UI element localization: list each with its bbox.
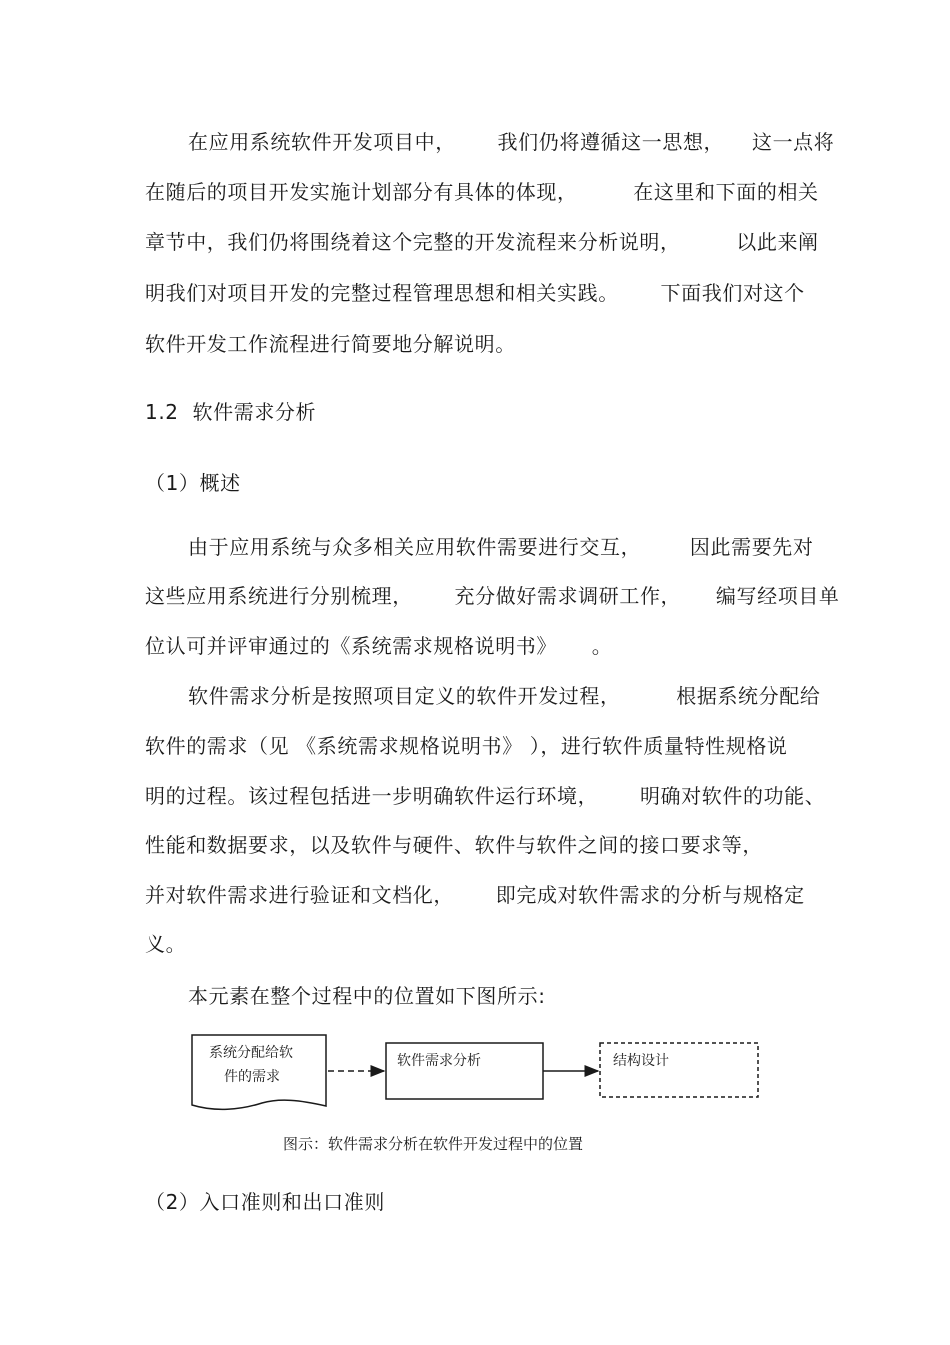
paragraph3-line-2: 软件的需求（见 《系统需求规格说明书》 ），进行软件质量特性规格说 <box>145 734 788 758</box>
paragraph2-line-2: 这些应用系统进行分别梳理， 充分做好需求调研工作， 编写经项目单 <box>145 584 840 608</box>
next-step-label: 结构设计 <box>613 1053 669 1069</box>
paragraph3-line-6: 义。 <box>145 932 187 956</box>
section-heading: 1.2 软件需求分析 <box>145 400 317 424</box>
paragraph1-line-5: 软件开发工作流程进行简要地分解说明。 <box>145 332 516 356</box>
doc-box-line1: 系统分配给软 <box>209 1045 293 1061</box>
subheading-overview: （1）概述 <box>145 471 241 495</box>
paragraph3-line-5: 并对软件需求进行验证和文档化， 即完成对软件需求的分析与规格定 <box>145 883 805 907</box>
process-diagram <box>0 1030 950 1130</box>
figure-caption: 图示：软件需求分析在软件开发过程中的位置 <box>283 1135 584 1153</box>
paragraph1-line-1: 在应用系统软件开发项目中， 我们仍将遵循这一思想， 这一点将 <box>188 130 835 154</box>
paragraph3-line-1: 软件需求分析是按照项目定义的软件开发过程， 根据系统分配给 <box>188 684 821 708</box>
doc-box-line2: 件的需求 <box>224 1069 280 1085</box>
paragraph2-line-1: 由于应用系统与众多相关应用软件需要进行交互， 因此需要先对 <box>188 535 814 559</box>
subheading-criteria: （2）入口准则和出口准则 <box>145 1190 385 1214</box>
figure-intro: 本元素在整个过程中的位置如下图所示: <box>188 984 546 1008</box>
paragraph3-line-4: 性能和数据要求，以及软件与硬件、软件与软件之间的接口要求等， <box>145 833 763 857</box>
process-box <box>386 1043 543 1099</box>
paragraph2-line-3: 位认可并评审通过的《系统需求规格说明书》 。 <box>145 634 613 658</box>
paragraph3-line-3: 明的过程。该过程包括进一步明确软件运行环境， 明确对软件的功能、 <box>145 784 826 808</box>
next-step-box <box>600 1043 758 1097</box>
process-box-label: 软件需求分析 <box>397 1053 481 1069</box>
paragraph1-line-2: 在随后的项目开发实施计划部分有具体的体现， 在这里和下面的相关 <box>145 180 819 204</box>
paragraph1-line-3: 章节中，我们仍将围绕着这个完整的开发流程来分析说明， 以此来阐 <box>145 230 819 254</box>
paragraph1-line-4: 明我们对项目开发的完整过程管理思想和相关实践。 下面我们对这个 <box>145 281 805 305</box>
